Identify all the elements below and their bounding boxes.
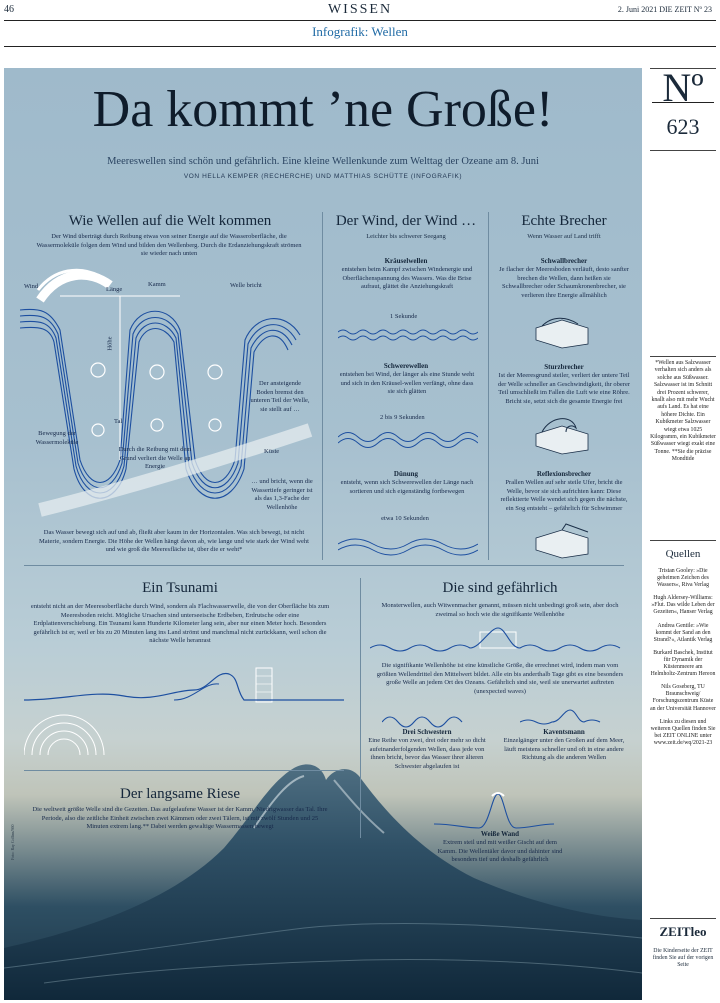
rogue-wave-diagram [370, 624, 630, 658]
danger-item-name: Weiße Wand [480, 830, 520, 838]
danger-item-text: Eine Reihe von zwei, drei oder mehr so dicht aufeinanderfolgenden Wellen, dass jede von ihnen bricht, bevor das Wasser ihrer älteren Schwester abgelaufen ist [368, 737, 486, 770]
section-tsunami-text: entsteht nicht an der Meeresoberfläche durch Wind, sondern als Flachwasserwelle, die von der Oberfläche bis zum Meeresboden reicht. Mögliche Ursachen sind unterseeische Erdbeben, Erdrutsche oder eine Erdplattenverschiebung. Ein Tsunami kann Hunderte Kilometer lang sein, aber nur einen Meter hoch. Besonders gefährlich ist er, weil er bis zu 20 Minuten lang ins Land strömt und manchmal nicht zurückkann, weil schon die nächste Welle heranrast [30, 603, 330, 645]
wind-item-name: Dünung [393, 470, 419, 478]
swell-wave-icon [338, 532, 478, 556]
sidebar-rule [650, 918, 716, 919]
kaventsmann-wave-icon [520, 708, 610, 726]
danger-item-text: Extrem steil und mit weißer Gischt auf dem Kamm. Die Wellentäler davor und dahinter sind besonders tief und deshalb gefährlich [437, 839, 563, 864]
label-laenge: Länge [106, 286, 123, 293]
section-wie-outro: Das Wasser bewegt sich auf und ab, fließt aber kaum in der Horizontalen. Was sich bewegt, ist nicht Materie, sondern Energie. Die Höhe der Wellen hängt davon ab, wie lange und wie stark der Wind weht und wie groß die Meeresfläche ist, über die er weht* [39, 529, 309, 554]
wind-item-measure: 2 bis 9 Sekunden [380, 414, 425, 421]
quellen-item: Tristan Gooley: »Die geheimen Zeichen des Wassers«, Riva Verlag [656, 568, 710, 589]
column-rule [322, 212, 323, 560]
section-brecher-subtitle: Wenn Wasser auf Land trifft [527, 233, 601, 240]
quellen-list [650, 568, 716, 747]
main-title: Da kommt ’ne Große! [92, 81, 554, 138]
spilling-breaker-icon [532, 310, 592, 350]
label-bewegung: Bewegung der Wassermoleküle [35, 430, 79, 446]
sidebar-rule [650, 356, 716, 357]
issue-number: 623 [666, 114, 700, 139]
issue-date: 2. Juni 2021 DIE ZEIT Nº 23 [617, 5, 712, 14]
quellen-item: Andrea Gentile: »Wie kommt der Sand an den Strand?«, Atlantik Verlag [653, 622, 713, 643]
gravity-wave-icon [338, 425, 478, 449]
section-gefahr-signif: Die signifikante Wellenhöhe ist eine künstliche Größe, die errechnet wird, indem man vom größten Wellendrittel den Mittelwert bildet. Alle ein bis anderthalb Tage gibt es eine besonders große Welle an jedem Ort des Ozeans. Gefährlich sind sie, weil sie unerwartet auftreten (unexpected waves) [376, 662, 624, 695]
lead-text: Meereswellen sind schön und gefährlich. Eine kleine Wellenkunde zum Welttag der Ozeane am 8. Juni [107, 156, 539, 167]
section-gefahr-title: Die sind gefährlich [442, 580, 558, 596]
section-wind-subtitle: Leichter bis schwerer Seegang [366, 233, 446, 240]
sidebar-rule [650, 150, 716, 151]
quellen-item: Hugh Aldersey-Williams: »Flut. Das wilde Leben der Gezeiten«, Hanser Verlag [651, 595, 715, 616]
quellen-title: Quellen [665, 548, 701, 560]
zeitleo-logo: ZEITleo [659, 924, 707, 939]
white-wall-wave-icon [434, 788, 554, 832]
issue-box-rule [652, 102, 714, 103]
label-boden: Der ansteigende Boden bremst den unteren Teil der Welle, sie stellt auf … [250, 380, 310, 413]
breaker-item-text: Ist der Meeresgrund steiler, verliert der untere Teil der Welle schneller an Geschwindigkeit, ihr oberer Teil umschließt im Fallen die Luft wie eine Röhre. Bricht sie, setzt sich die gesamte Energie frei [498, 372, 631, 405]
breaker-item-text: Je flacher der Meeresboden verläuft, desto sanfter brechen die Wellen, dann heißen sie Schwallbrecher oder Schaumkronenbrecher, sie verlieren ihre Energie allmählich [499, 266, 629, 299]
ripple-wave-icon [338, 322, 478, 346]
wind-item-name: Kräuselwellen [384, 257, 428, 265]
wind-item-text: entsteht, wenn sich Schwerewellen der Länge nach sortieren und sich eigenständig fortbewegen [340, 479, 474, 495]
label-tal: Tal [114, 418, 123, 425]
breaker-item-text: Prallen Wellen auf sehr steile Ufer, bricht die Welle, bevor sie sich aufrichten kann: Diese reflektierte Welle wendet sich gegen die nächste, ein Sog entsteht – gefährlich für Schwimmer [500, 479, 628, 512]
label-reibung: Durch die Reibung mit dem Grund verliert die Welle an Energie [118, 446, 192, 471]
section-gefahr-intro: Monsterwellen, auch Witwenmacher genannt, müssen nicht unbedingt groß sein, aber doch zweimal so hoch wie die signifikante Wellenhöhe [381, 602, 619, 618]
section-wie-title: Wie Wellen auf die Welt kommen [68, 213, 272, 229]
column-rule [360, 578, 361, 838]
surging-breaker-icon [532, 520, 592, 560]
tsunami-diagram [24, 660, 344, 760]
label-bricht: … und bricht, wenn die Wassertiefe geringer ist als das 1,3-Fache der Wellenhöhe [251, 478, 313, 511]
page-number: 46 [4, 4, 14, 15]
section-tsunami-title: Ein Tsunami [142, 580, 218, 596]
plunging-breaker-icon [532, 414, 592, 456]
label-kueste: Küste [264, 448, 280, 455]
breaker-item-name: Sturzbrecher [544, 363, 584, 371]
photo-credit: Foto: Ray Collins/360 [10, 824, 15, 860]
label-wind: Wind [24, 283, 39, 290]
quellen-item: Links zu diesen und weiteren Quellen finden Sie bei ZEIT ONLINE unter www.zeit.de/wq/2021-23 [650, 718, 716, 746]
zeitleo-note: Die Kinderseite der ZEIT finden Sie auf der vorigen Seite [652, 948, 714, 968]
danger-item-name: Kaventsmann [543, 728, 585, 736]
section-riese-title: Der langsame Riese [120, 786, 240, 802]
wind-item-text: entstehen bei Wind, der länger als eine Stunde weht und sich in den Kräusel-wellen verfängt, ohne dass sie sich glätten [339, 371, 475, 396]
section-wind-title: Der Wind, der Wind … [335, 213, 477, 229]
section-title: WISSEN [327, 2, 393, 17]
column-rule [488, 212, 489, 560]
row-rule [24, 770, 344, 771]
wind-item-measure: 1 Sekunde [390, 313, 418, 320]
section-riese-text: Die weltweit größte Welle sind die Gezeiten. Das aufgelaufene Wasser ist der Kamm, Niedrigwasser das Tal. Ihre Periode, also die zeitliche Einheit zwischen zwei Kämmen oder zwei Tälern, ist mit zwölf Stunden und 25 Minuten extrem lang.** Dabei werden gewaltige Wassermassen bewegt [32, 806, 328, 831]
danger-item-name: Drei Schwestern [402, 728, 452, 736]
section-wie-intro: Der Wind überträgt durch Reibung etwas von seiner Energie auf die Wasseroberfläche, die Wassermoleküle folgen dem Wind und bilden den Wellenberg. Durch die Erdanziehungskraft strömen sie wieder nach unten [36, 233, 302, 258]
breaker-item-name: Schwallbrecher [540, 257, 588, 265]
label-hoehe: Höhe [106, 336, 114, 351]
sidebar-footnote: *Wellen aus Salzwasser verhalten sich anders als solche aus Süßwasser. Salzwasser ist im Schnitt drei Prozent schwerer, knallt also mit mehr Wucht aufs Land. Es hat eine höhere Dichte. Ein Kubikmeter Salzwasser wiegt etwa 1025 Kilogramm, ein Kubikmeter Süßwasser wiegt exakt eine Tonne. **Sie die präzise Mondtide [650, 360, 716, 463]
row-rule [24, 565, 624, 566]
header-rule [4, 20, 716, 21]
quellen-item: Nils Goseberg, TU Braunschweig/ Forschungszentrum Küste an der Universität Hannover [650, 684, 716, 712]
byline: VON HELLA KEMPER (RECHERCHE) UND MATTHIAS SCHÜTTE (INFOGRAFIK) [183, 173, 463, 180]
wind-item-text: entstehen beim Kampf zwischen Windenergie und Oberflächenspannung des Wassers. Was die Brise aufraut, glättet die Anziehungskraft [341, 266, 473, 291]
subsection-title: Infografik: Wellen [312, 24, 408, 39]
label-kamm: Kamm [148, 281, 166, 288]
quellen-item: Burkard Baschek, Institut für Dynamik der Küstenmeere am Helmholtz-Zentrum Hereon [650, 649, 716, 678]
issue-n: Nº [662, 65, 704, 110]
wind-item-name: Schwerewellen [383, 362, 429, 370]
three-sisters-wave-icon [382, 712, 472, 728]
wind-item-measure: etwa 10 Sekunden [381, 515, 429, 522]
breaker-item-name: Reflexionsbrecher [536, 470, 592, 478]
label-welle-bricht: Welle bricht [230, 282, 262, 289]
danger-item-text: Einzelgänger unter den Großen auf dem Meer, läuft meistens schneller und oft in eine andere Richtung als die anderen Wellen [503, 737, 625, 762]
sidebar-rule [650, 540, 716, 541]
header-rule-2 [4, 46, 716, 47]
section-brecher-title: Echte Brecher [521, 213, 607, 229]
